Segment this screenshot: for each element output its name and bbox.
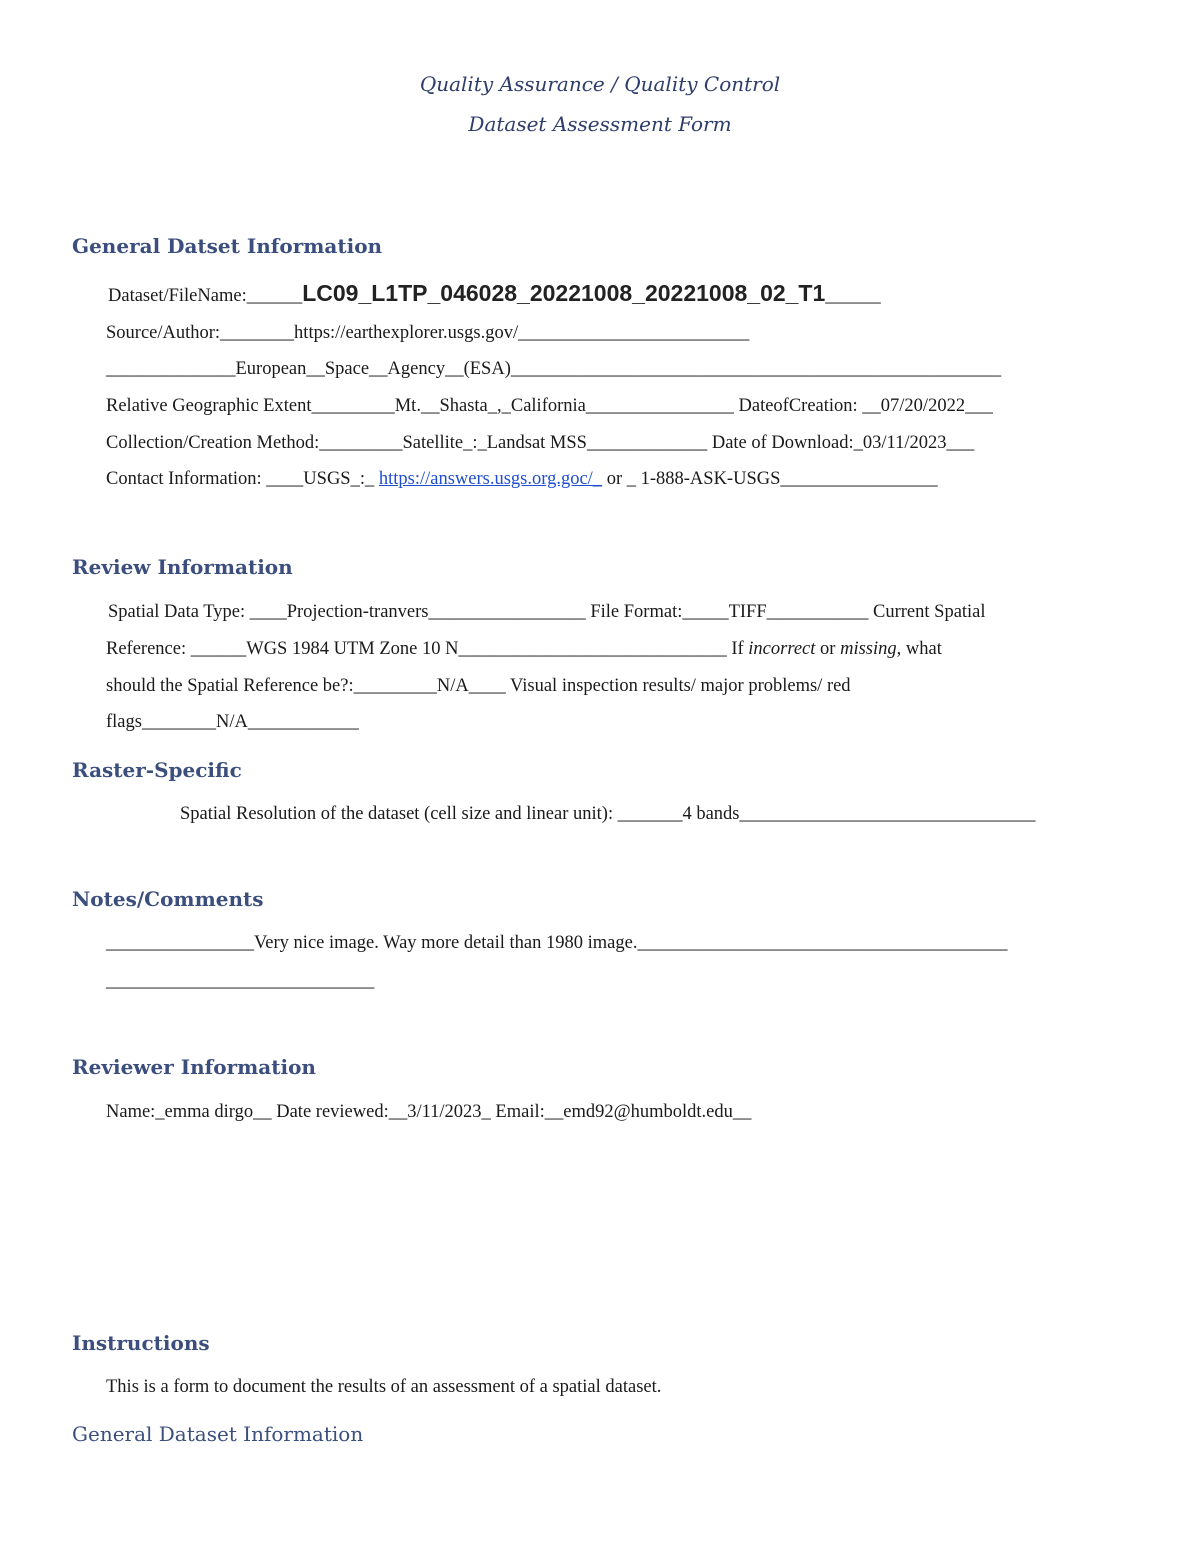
review-line-2-end: , what [896, 639, 942, 659]
instructions-heading: Instructions [72, 1331, 210, 1355]
filename-label: Dataset/FileName:______ [108, 286, 303, 306]
filename-line [108, 282, 881, 307]
review-line-2-or: or [815, 639, 841, 659]
missing-emphasis: missing [840, 639, 897, 659]
source-line-1: Source/Author:________https://earthexplorer.usgs.gov/_________________________ [106, 323, 750, 343]
reviewer-line-1: Name:_emma dirgo__ Date reviewed:__3/11/2023_ Email:__emd92@humboldt.edu__ [106, 1102, 752, 1122]
contact-prefix: Contact Information: ____USGS_:_ [106, 469, 375, 489]
review-heading: Review Information [72, 555, 293, 579]
notes-heading: Notes/Comments [72, 887, 264, 911]
source-line-2: ______________European__Space__Agency__(ESA)_____________________________________________________ [106, 359, 1002, 379]
instructions-line-1: This is a form to document the results of an assessment of a spatial dataset. [106, 1377, 662, 1397]
contact-line [106, 468, 938, 490]
review-line-2-text: Reference: ______WGS 1984 UTM Zone 10 N_____________________________ If [106, 639, 749, 659]
form-title-line1: Quality Assurance / Quality Control [419, 72, 781, 96]
form-title-line2: Dataset Assessment Form [468, 112, 732, 136]
notes-line-1: ________________Very nice image. Way more detail than 1980 image.________________________________________ [106, 933, 1008, 953]
notes-line-2: _____________________________ [106, 971, 375, 991]
contact-link[interactable]: https://answers.usgs.org.goc/_ [378, 469, 603, 489]
raster-heading: Raster-Specific [72, 758, 242, 782]
incorrect-emphasis: incorrect [748, 639, 816, 659]
method-line: Collection/Creation Method:_________Satellite_:_Landsat MSS_____________ Date of Download:_03/11/2023___ [106, 433, 975, 453]
review-line-2 [106, 638, 942, 660]
raster-line-1: Spatial Resolution of the dataset (cell size and linear unit): _______4 bands________________________________ [180, 804, 1036, 824]
extent-line: Relative Geographic Extent_________Mt.__Shasta_,_California________________ DateofCreation: __07/20/2022___ [106, 396, 993, 416]
review-line-3: should the Spatial Reference be?:_________N/A____ Visual inspection results/ major problems/ red [106, 676, 851, 696]
general-heading: General Datset Information [72, 234, 383, 258]
filename-value: LC09_L1TP_046028_20221008_20221008_02_T1 [302, 280, 826, 306]
instructions-subheading: General Dataset Information [72, 1422, 364, 1446]
reviewer-heading: Reviewer Information [72, 1055, 316, 1079]
review-line-1: Spatial Data Type: ____Projection-tranvers_________________ File Format:_____TIFF___________ Current Spatial [108, 602, 986, 622]
review-line-4: flags________N/A____________ [106, 712, 359, 732]
contact-suffix: or _ 1-888-ASK-USGS_________________ [602, 469, 938, 489]
filename-tail: ______ [825, 286, 881, 306]
